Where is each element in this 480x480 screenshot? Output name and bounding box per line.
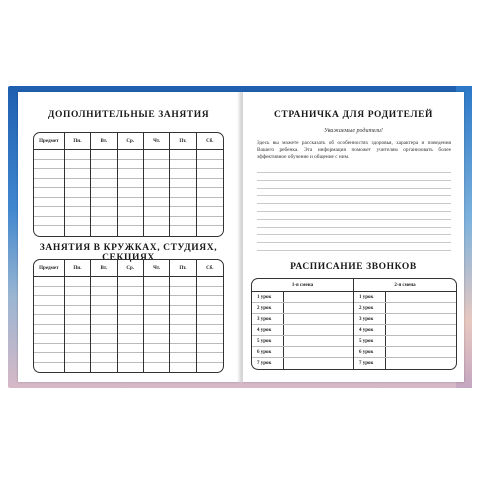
table-cell[interactable] (91, 226, 116, 236)
table-cell[interactable] (144, 306, 169, 316)
lesson-label: 6 урок (354, 347, 386, 357)
table-cell[interactable] (197, 353, 223, 363)
table-cell[interactable] (91, 325, 116, 335)
table-cell[interactable] (118, 169, 143, 179)
table-cell[interactable] (170, 344, 195, 354)
table-cell[interactable] (170, 226, 195, 236)
bell-schedule-header (252, 279, 456, 292)
table-cell[interactable] (118, 287, 143, 297)
day-column (118, 277, 144, 372)
table-cell[interactable] (65, 353, 90, 363)
day-column (91, 277, 117, 372)
col-thu: Чт. (144, 133, 170, 149)
table-cell[interactable] (170, 179, 195, 189)
clubs-grid (34, 277, 223, 372)
shift-2-header: 2-я смена (394, 283, 416, 288)
table-cell[interactable] (34, 226, 64, 236)
lesson-label: 6 урок (252, 347, 284, 357)
table-cell[interactable] (197, 306, 223, 316)
table-cell[interactable] (34, 353, 64, 363)
time-cell[interactable] (386, 314, 456, 324)
lesson-label: 5 урок (252, 336, 284, 346)
table-cell[interactable] (118, 334, 143, 344)
clubs-table (33, 259, 224, 373)
bell-row (252, 358, 353, 369)
table-cell[interactable] (170, 315, 195, 325)
table-cell[interactable] (197, 179, 223, 189)
table-cell[interactable] (91, 150, 116, 160)
table-cell[interactable] (65, 344, 90, 354)
table-cell[interactable] (118, 344, 143, 354)
table-cell[interactable] (197, 150, 223, 160)
table-cell[interactable] (197, 363, 223, 373)
table-cell[interactable] (65, 169, 90, 179)
table-cell[interactable] (65, 150, 90, 160)
subject-column (34, 150, 65, 236)
extra-classes-title: ДОПОЛНИТЕЛЬНЫЕ ЗАНЯТИЯ (47, 110, 210, 120)
table-cell[interactable] (170, 198, 195, 208)
shift-1-column (252, 292, 354, 369)
table-cell[interactable] (197, 169, 223, 179)
note-line[interactable] (257, 203, 451, 204)
table-cell[interactable] (65, 207, 90, 217)
col-fri: Пт. (170, 260, 196, 276)
time-cell[interactable] (284, 336, 353, 346)
note-line[interactable] (257, 219, 451, 220)
table-cell[interactable] (170, 150, 195, 160)
shift-1-header: 1-я смена (252, 279, 354, 291)
table-cell[interactable] (170, 287, 195, 297)
table-cell[interactable] (144, 150, 169, 160)
table-cell[interactable] (144, 287, 169, 297)
table-cell[interactable] (34, 363, 64, 373)
table-cell[interactable] (34, 207, 64, 217)
extra-classes-table (33, 132, 224, 237)
bell-row (252, 325, 353, 336)
table-cell[interactable] (170, 306, 195, 316)
bell-row (252, 336, 353, 347)
table-cell[interactable] (170, 325, 195, 335)
table-cell[interactable] (91, 188, 116, 198)
table-cell[interactable] (118, 315, 143, 325)
time-cell[interactable] (386, 325, 456, 335)
time-cell[interactable] (284, 314, 353, 324)
time-cell[interactable] (386, 347, 456, 357)
bell-schedule-table (251, 278, 457, 370)
table-cell[interactable] (197, 217, 223, 227)
table-cell[interactable] (144, 353, 169, 363)
table-cell[interactable] (65, 363, 90, 373)
col-wed: Ср. (118, 260, 144, 276)
table-cell[interactable] (197, 325, 223, 335)
col-wed: Ср. (118, 133, 144, 149)
bell-row (354, 314, 456, 325)
table-cell[interactable] (91, 344, 116, 354)
note-line[interactable] (257, 250, 451, 251)
clubs-header (34, 260, 223, 277)
bell-row (252, 347, 353, 358)
time-cell[interactable] (386, 336, 456, 346)
table-cell[interactable] (91, 198, 116, 208)
table-cell[interactable] (65, 277, 90, 287)
lesson-label: 4 урок (252, 325, 284, 335)
table-cell[interactable] (197, 287, 223, 297)
table-cell[interactable] (65, 315, 90, 325)
table-cell[interactable] (118, 179, 143, 189)
table-cell[interactable] (170, 296, 195, 306)
col-mon: Пн. (65, 133, 91, 149)
time-cell[interactable] (386, 292, 456, 302)
table-cell[interactable] (118, 277, 143, 287)
table-cell[interactable] (118, 296, 143, 306)
time-cell[interactable] (284, 358, 353, 369)
bell-row (354, 292, 456, 303)
bell-row (354, 358, 456, 369)
lesson-label: 2 урок (354, 303, 386, 313)
bell-row (354, 347, 456, 358)
table-cell[interactable] (170, 277, 195, 287)
table-cell[interactable] (144, 363, 169, 373)
lesson-label: 1 урок (252, 292, 284, 302)
table-cell[interactable] (170, 188, 195, 198)
day-column (170, 277, 196, 372)
lesson-label: 3 урок (354, 314, 386, 324)
table-cell[interactable] (118, 226, 143, 236)
table-cell[interactable] (91, 296, 116, 306)
table-cell[interactable] (118, 306, 143, 316)
table-cell[interactable] (91, 207, 116, 217)
bell-row (354, 303, 456, 314)
bell-row (354, 325, 456, 336)
table-cell[interactable] (65, 217, 90, 227)
table-cell[interactable] (144, 344, 169, 354)
table-cell[interactable] (34, 334, 64, 344)
table-cell[interactable] (91, 160, 116, 170)
table-cell[interactable] (144, 226, 169, 236)
table-cell[interactable] (65, 296, 90, 306)
table-cell[interactable] (144, 296, 169, 306)
table-cell[interactable] (91, 306, 116, 316)
parents-intro-text: Здесь вы можете рассказать об особенностях здоровья, характера и поведения Вашего ребенка. Эта информация поможет учителям организовать более эффективное обучение и общение с ним. (257, 140, 451, 161)
table-cell[interactable] (34, 179, 64, 189)
table-cell[interactable] (65, 160, 90, 170)
time-cell[interactable] (284, 292, 353, 302)
day-column (170, 150, 196, 236)
table-cell[interactable] (34, 325, 64, 335)
table-cell[interactable] (118, 160, 143, 170)
note-line[interactable] (257, 227, 451, 228)
shift-2-column (354, 292, 456, 369)
table-cell[interactable] (34, 296, 64, 306)
left-page (18, 92, 239, 382)
table-cell[interactable] (118, 353, 143, 363)
col-tue: Вт. (91, 133, 117, 149)
table-cell[interactable] (170, 217, 195, 227)
table-cell[interactable] (170, 160, 195, 170)
day-column (197, 277, 223, 372)
note-line[interactable] (257, 188, 451, 189)
time-cell[interactable] (284, 325, 353, 335)
note-line[interactable] (257, 242, 451, 243)
table-cell[interactable] (91, 217, 116, 227)
lesson-label: 1 урок (354, 292, 386, 302)
table-cell[interactable] (34, 169, 64, 179)
bell-row (252, 303, 353, 314)
table-cell[interactable] (34, 315, 64, 325)
note-line[interactable] (257, 211, 451, 212)
open-diary (18, 92, 464, 382)
table-cell[interactable] (170, 207, 195, 217)
col-tue: Вт. (91, 260, 117, 276)
table-cell[interactable] (144, 325, 169, 335)
table-cell[interactable] (34, 150, 64, 160)
lesson-label: 5 урок (354, 336, 386, 346)
col-subject: Предмет (34, 133, 65, 149)
table-cell[interactable] (170, 363, 195, 373)
note-line[interactable] (257, 195, 451, 196)
col-sat: Сб. (206, 266, 214, 271)
lesson-label: 7 урок (354, 358, 386, 369)
table-cell[interactable] (197, 315, 223, 325)
bell-row (252, 314, 353, 325)
table-cell[interactable] (91, 277, 116, 287)
right-page (243, 92, 464, 382)
table-cell[interactable] (197, 344, 223, 354)
day-column (65, 150, 91, 236)
table-cell[interactable] (144, 217, 169, 227)
table-cell[interactable] (197, 160, 223, 170)
lesson-label: 4 урок (354, 325, 386, 335)
parents-title: СТРАНИЧКА ДЛЯ РОДИТЕЛЕЙ (273, 110, 434, 120)
time-cell[interactable] (386, 358, 456, 369)
lesson-label: 2 урок (252, 303, 284, 313)
table-cell[interactable] (170, 334, 195, 344)
table-cell[interactable] (65, 306, 90, 316)
table-cell[interactable] (34, 160, 64, 170)
col-fri: Пт. (170, 133, 196, 149)
table-cell[interactable] (144, 179, 169, 189)
bell-row (252, 292, 353, 303)
table-cell[interactable] (91, 315, 116, 325)
day-column (144, 277, 170, 372)
col-thu: Чт. (144, 260, 170, 276)
table-cell[interactable] (65, 188, 90, 198)
table-cell[interactable] (34, 198, 64, 208)
col-subject: Предмет (34, 260, 65, 276)
table-cell[interactable] (91, 179, 116, 189)
table-cell[interactable] (34, 277, 64, 287)
table-cell[interactable] (197, 277, 223, 287)
day-column (197, 150, 223, 236)
day-column (65, 277, 91, 372)
table-cell[interactable] (144, 334, 169, 344)
time-cell[interactable] (284, 347, 353, 357)
table-cell[interactable] (91, 353, 116, 363)
table-cell[interactable] (144, 277, 169, 287)
table-cell[interactable] (65, 198, 90, 208)
table-cell[interactable] (91, 334, 116, 344)
table-cell[interactable] (118, 325, 143, 335)
note-line[interactable] (257, 180, 451, 181)
table-cell[interactable] (144, 188, 169, 198)
time-cell[interactable] (386, 303, 456, 313)
subject-column (34, 277, 65, 372)
table-cell[interactable] (91, 363, 116, 373)
col-mon: Пн. (65, 260, 91, 276)
table-cell[interactable] (197, 198, 223, 208)
time-cell[interactable] (284, 303, 353, 313)
clubs-title: ЗАНЯТИЯ В КРУЖКАХ, СТУДИЯХ, СЕКЦИЯХ (39, 243, 218, 263)
day-column (118, 150, 144, 236)
table-cell[interactable] (197, 226, 223, 236)
table-cell[interactable] (118, 150, 143, 160)
table-cell[interactable] (65, 325, 90, 335)
table-cell[interactable] (34, 344, 64, 354)
table-cell[interactable] (65, 287, 90, 297)
bells-title: РАСПИСАНИЕ ЗВОНКОВ (290, 262, 417, 272)
table-cell[interactable] (170, 353, 195, 363)
table-cell[interactable] (65, 179, 90, 189)
table-cell[interactable] (118, 188, 143, 198)
table-cell[interactable] (118, 217, 143, 227)
parents-greeting: Уважаемые родители! (324, 128, 383, 134)
table-cell[interactable] (91, 169, 116, 179)
note-line[interactable] (257, 234, 451, 235)
day-column (91, 150, 117, 236)
table-cell[interactable] (118, 198, 143, 208)
table-cell[interactable] (34, 287, 64, 297)
note-line[interactable] (257, 172, 451, 173)
table-cell[interactable] (91, 287, 116, 297)
table-cell[interactable] (144, 207, 169, 217)
lesson-label: 7 урок (252, 358, 284, 369)
table-cell[interactable] (197, 296, 223, 306)
table-cell[interactable] (144, 169, 169, 179)
table-cell[interactable] (197, 207, 223, 217)
table-cell[interactable] (197, 188, 223, 198)
table-cell[interactable] (197, 334, 223, 344)
table-cell[interactable] (118, 207, 143, 217)
table-cell[interactable] (144, 198, 169, 208)
table-cell[interactable] (170, 169, 195, 179)
table-cell[interactable] (65, 334, 90, 344)
extra-classes-grid (34, 150, 223, 236)
table-cell[interactable] (34, 217, 64, 227)
table-cell[interactable] (118, 363, 143, 373)
table-cell[interactable] (65, 226, 90, 236)
extra-classes-header (34, 133, 223, 150)
lesson-label: 3 урок (252, 314, 284, 324)
table-cell[interactable] (34, 306, 64, 316)
col-sat: Сб. (206, 139, 214, 144)
bell-schedule-body (252, 292, 456, 369)
bell-row (354, 336, 456, 347)
day-column (144, 150, 170, 236)
table-cell[interactable] (144, 315, 169, 325)
table-cell[interactable] (34, 188, 64, 198)
table-cell[interactable] (144, 160, 169, 170)
